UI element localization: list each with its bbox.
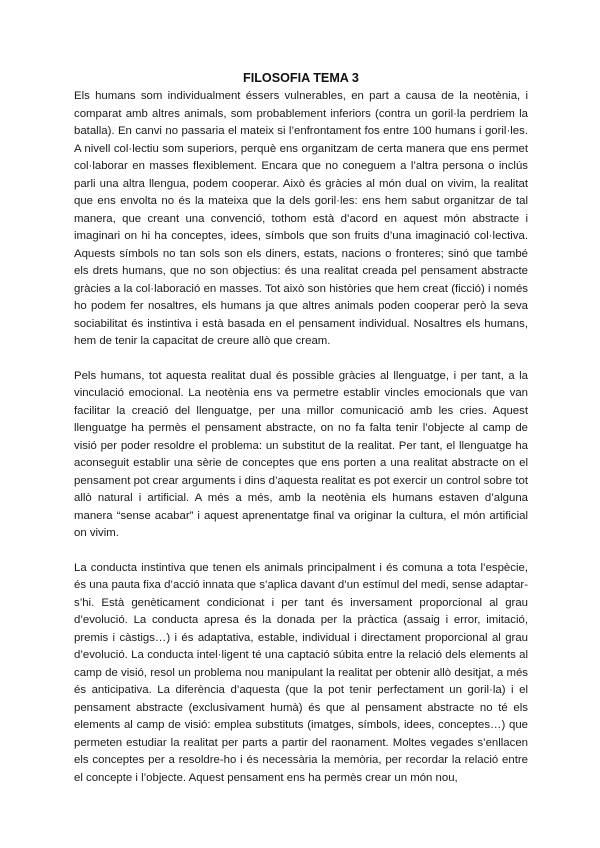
paragraph-1: Els humans som individualment éssers vulnerables, en part a causa de la neotènia, i comparat amb altres animals, som probablement inferiors (contra un goril·la perdriem la batalla). En canvi no passaria el mateix si l’enfrontament fos entre 100 humans i goril·les. A nivell col·lectiu som superiors, perquè ens organitzam de certa manera que ens permet col·laborar en masses flexiblement. Encara que no coneguem a l’altra persona o inclús parli una altra llengua, podem cooperar. Això és gràcies al món dual on vivim, la realitat que ens envolta no és la mateixa que la dels goril·les: ens hem sabut organitzar de tal manera, que creant una convenció, tothom està d’acord en aquest món abstracte i imaginari on hi ha conceptes, idees, símbols que son fruits d’una imaginació col·lectiva. Aquests símbols no tan sols son els diners, estats, nacions o fronteres; sinó que també els drets humans, que no son objectius: és una realitat creada pel pensament abstracte gràcies a la col·laboració en masses. Tot això son històries que hem creat (ficció) i només ho podem fer nosaltres, els humans ja que altres animals poden cooperar però la seva sociabilitat és instintiva i està basada en el pensament individual. Nosaltres els humans, hem de tenir la capacitat de creure allò que cream.: [74, 90, 528, 347]
document-body: [74, 70, 528, 804]
paragraph-2: Pels humans, tot aquesta realitat dual és possible gràcies al llenguatge, i per tant, a la vinculació emocional. La neotènia ens va permetre establir vincles emocionals que van facilitar la creació del llenguatge, per una millor comunicació amb les cries. Aquest llenguatge ha permès el pensament abstracte, on no fa falta tenir l’objecte al camp de visió per poder resoldre el problema: un substitut de la realitat. Per tant, el llenguatge ha aconseguit establir una sèrie de conceptes que ens porten a una realitat abstracte on el pensament pot crear arguments i dins d’aquesta realitat es pot exercir un control sobre tot allò natural i artificial. A més a més, amb la neotènia els humans estaven d’alguna manera “sense acabar” i aquest aprenentatge final va originar la cultura, el món artificial on vivim.: [74, 369, 528, 539]
document-title: FILOSOFIA TEMA 3: [243, 71, 359, 85]
paragraph-3: La conducta instintiva que tenen els animals principalment i és comuna a tota l’espècie, és una pauta fixa d’acció innata que s’aplica davant d’un estímul del medi, sense adaptar-s’hi. Està genèticament condicionat i per tant és inversament proporcional al grau d’evolució. La conducta apresa és la donada per la pràctica (assaig i error, imitació, premis i càstigs…) i és adaptativa, estable, individual i directament proporcional al grau d’evolució. La conducta intel·ligent té una captació súbita entre la relació dels elements al camp de visió, resol un problema nou manipulant la realitat per obtenir allò desitjat, a més és anticipativa. La diferència d’aquesta (que la pot tenir perfectament un goril·la) i el pensament abstracte (exclusivament humà) és que al pensament abstracte no té els elements al camp de visió: emplea substituts (imatges, símbols, idees, conceptes…) que permeten estudiar la realitat per parts a partir del raonament. Moltes vegades s’enllacen els conceptes per a resoldre-ho i és necessària la memòria, per recordar la relació entre el concepte i l’objecte. Aquest pensament ens ha permès crear un món nou,: [74, 561, 528, 784]
